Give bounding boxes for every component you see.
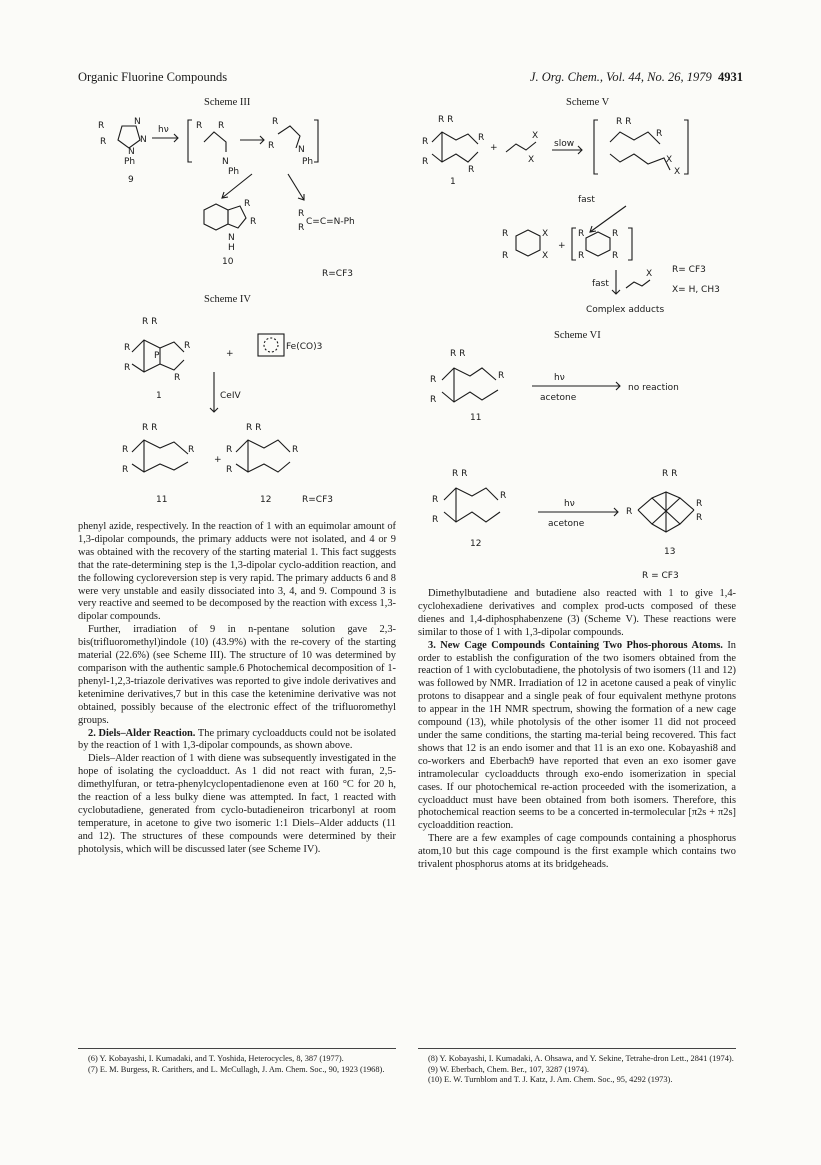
svg-text:P: P [154,351,160,361]
svg-text:R R: R R [142,423,158,433]
svg-text:R: R [612,251,619,261]
svg-text:R: R [696,499,703,509]
fast-step-label-2: fast [592,279,609,289]
svg-text:R: R [226,465,233,475]
svg-text:R R: R R [452,469,468,479]
svg-text:R: R [422,137,429,147]
left-paragraph-3 [78,728,396,754]
svg-text:R R: R R [438,115,454,125]
svg-text:R R: R R [246,423,262,433]
compound-label-11: 11 [156,495,168,505]
compound-label-12: 12 [260,495,272,505]
footnote-7: (7) E. M. Burgess, R. Carithers, and L. McCullagh, J. Am. Chem. Soc., 90, 1923 (1968). [88,1064,385,1074]
svg-text:R: R [500,491,507,501]
svg-text:Ph: Ph [228,167,240,177]
svg-text:R: R [430,395,437,405]
svg-text:+: + [226,349,234,359]
svg-text:R: R [498,371,505,381]
section-heading-3: 3. New Cage Compounds Containing Two Phos-phorous Atoms. [428,639,723,651]
right-paragraph-2-text: In order to establish the configuration of the two isomers obtained from the reaction of 1 with cyclobutadiene, the photolysis of two isomers (11 and 12) was followed by NMR. Irradiation of 12 in acetone caused a peak of vinylic protons to disappear and a single peak of four equivalent methyne protons to appear in the 1H NMR spectrum, showing the formation of a new cage compound (13), while photolysis of the other isomer 11 did not proceed under the same conditions, the starting ma-terial being recovered. This fact shows that 12 is an endo isomer and that 11 is an exo one. Kobayashi8 and co-workers and Eberbach9 have reported that even an exo isomer gave intramolecular cycloadducts through exo-endo isomerization in special cases. If our photochemical re-action proceeded with the isomerization, a cycloadduct must have been obtained from both isomers. Therefore, this photochemical reaction seems to be a concerted in-termolecular [π2s + π2s] cycloaddition reaction. [418,639,736,832]
svg-text:R: R [578,251,585,261]
page-number: 4931 [718,70,743,84]
scheme-vi-title: Scheme VI [554,330,601,341]
solvent-label-1: acetone [540,393,577,403]
svg-text:N: N [140,135,147,145]
scheme-vi-figure [420,346,730,582]
footnote-rule-left [78,1048,396,1049]
no-reaction-label: no reaction [628,383,679,393]
svg-text:R: R [432,515,439,525]
svg-text:R: R [578,229,585,239]
footnote-10: (10) E. W. Turnblom and T. J. Katz, J. Am. Chem. Soc., 95, 4292 (1973). [428,1075,673,1084]
svg-text:R: R [244,199,251,209]
left-paragraph-1: phenyl azide, respectively. In the reaction of 1 with an equimolar amount of 1,3-dipolar compounds, the primary adducts were not isolated, and 4 or 9 was obtained with the recovery of the starting material 1. This fact suggests that the rate-determining step is the 1,3-dipolar cyclo-addition reaction, and the following cycloreversion step is very rapid. The primary adducts 6 and 8 were very unstable and easily dissociated into 3, 4, and 9. Compound 3 is very reactive and seemed to be decomposed by the reaction with excess 1,3-dipolar compounds. [78,521,396,623]
svg-text:N: N [134,117,141,127]
svg-text:X: X [542,229,549,239]
left-column [78,521,396,857]
ketenimine-formula: C=C=N-Ph [306,217,355,227]
svg-text:R: R [124,343,131,353]
svg-text:R: R [122,465,129,475]
svg-text:R: R [430,375,437,385]
footnote-9: (9) W. Eberbach, Chem. Ber., 107, 3287 (1974). [428,1064,589,1074]
irradiation-label-2: hν [564,499,575,509]
svg-text:R: R [98,121,105,131]
svg-text:R: R [422,157,429,167]
compound-label-11-scheme-vi: 11 [470,413,482,423]
journal-citation: J. Org. Chem., Vol. 44, No. 26, 1979 [529,70,712,84]
svg-text:R: R [226,445,233,455]
right-column [418,588,736,872]
scheme-v-title: Scheme V [566,97,610,108]
slow-step-label: slow [554,139,575,149]
svg-text:Ph: Ph [302,157,314,167]
svg-text:R: R [174,373,181,383]
svg-text:X: X [528,155,535,165]
scheme-iv-figure [118,312,378,512]
iron-tricarbonyl-label: Fe(CO)3 [286,342,323,352]
scheme-iii-title: Scheme III [204,97,251,108]
svg-text:R R: R R [142,317,158,327]
footnote-8: (8) Y. Kobayashi, I. Kumadaki, A. Ohsawa, and Y. Sekine, Tetrahe-dron Lett., 2841 (1974). [428,1054,734,1063]
running-header-left: Organic Fluorine Compounds [78,70,228,84]
right-paragraph-3: There are a few examples of cage compounds containing a phosphorus atom,10 but this cage compound is the first example which contains two trivalent phosphorus atoms at its bridgeheads. [418,833,736,871]
svg-text:R R: R R [662,469,678,479]
svg-text:+: + [214,455,222,465]
compound-label-12-scheme-vi: 12 [470,539,482,549]
svg-text:R: R [188,445,195,455]
svg-text:R: R [502,251,509,261]
irradiation-label-1: hν [554,373,565,383]
compound-label-13: 13 [664,547,676,557]
footnote-rule-right [418,1048,736,1049]
compound-label-10: 10 [222,257,234,267]
scheme-iii-r-definition: R=CF3 [322,269,353,279]
svg-text:R: R [184,341,191,351]
compound-label-1: 1 [156,391,162,401]
svg-text:R: R [218,121,225,131]
solvent-label-2: acetone [548,519,585,529]
svg-text:R: R [696,513,703,523]
scheme-iv-title: Scheme IV [204,294,251,305]
svg-text:R: R [122,445,129,455]
svg-text:+: + [490,143,498,153]
footnotes-right [418,1054,736,1086]
compound-label-1-scheme-v: 1 [450,177,456,187]
svg-text:R: R [502,229,509,239]
scheme-v-x-definition: X= H, CH3 [672,285,720,295]
left-paragraph-4: Diels–Alder reaction of 1 with diene was subsequently investigated in the hope of isolating the cycloadduct. As 1 did not react with furan, 2,5-dimethylfuran, or tetra-phenylcyclopentadienone even at 160 °C for 20 h, the reaction of a less bulky diene was attempted. In fact, 1 reacted with cyclobutadiene, generated from cyclo-butadieneiron tricarbonyl at room temperature, in acetone to give two isomeric 1:1 Diels–Alder adducts (11 and 12). The structures of these compounds were determined by their photolysis, which will be discussed later (see Scheme IV). [78,753,396,855]
compound-label-9: 9 [128,175,134,185]
svg-text:R R: R R [450,349,466,359]
svg-text:R: R [196,121,203,131]
svg-text:X: X [532,131,539,141]
right-paragraph-2 [418,640,736,834]
svg-text:R: R [268,141,275,151]
svg-text:R: R [272,117,279,127]
svg-text:hν: hν [158,125,169,135]
svg-text:R: R [292,445,299,455]
footnotes-left [78,1054,396,1075]
svg-text:N: N [222,157,229,167]
running-header-right [530,70,743,85]
right-paragraph-1: Dimethylbutadiene and butadiene also reacted with 1 to give 1,4-cyclohexadiene derivatives and complex prod-ucts composed of these dienes and 1,4-diphosphabenzene (3) (Scheme V). These reactions were similar to those of 1 with 1,3-dipolar compounds. [418,588,736,638]
svg-text:R: R [432,495,439,505]
left-paragraph-3-text: The primary cycloadducts could not be isolated by the reaction of 1 with 1,3-dipolar compounds, as shown above. [78,727,396,752]
svg-text:R: R [250,217,257,227]
svg-text:+: + [558,241,566,251]
svg-text:R: R [100,137,107,147]
scheme-v-r-definition: R= CF3 [672,265,706,275]
svg-text:H: H [228,243,235,253]
svg-text:R: R [124,363,131,373]
svg-text:R R: R R [616,117,632,127]
svg-text:X: X [542,251,549,261]
ceric-reagent-label: CeIV [220,391,241,401]
svg-text:X: X [666,155,673,165]
section-heading-2: 2. Diels–Alder Reaction. [88,727,196,739]
svg-text:X: X [646,269,653,279]
svg-text:Ph: Ph [124,157,136,167]
scheme-iv-r-definition: R=CF3 [302,495,333,505]
footnote-6: (6) Y. Kobayashi, I. Kumadaki, and T. Yoshida, Heterocycles, 8, 387 (1977). [88,1054,344,1063]
svg-text:R: R [468,165,475,175]
svg-text:N: N [128,147,135,157]
svg-text:R: R [298,209,305,219]
svg-text:N: N [228,233,235,243]
svg-text:R: R [478,133,485,143]
svg-text:N: N [298,145,305,155]
complex-adducts-label: Complex adducts [586,305,665,315]
scheme-iii-figure [92,112,392,282]
svg-text:R: R [612,229,619,239]
svg-text:R: R [626,507,633,517]
svg-text:X: X [674,167,681,177]
left-paragraph-2: Further, irradiation of 9 in n-pentane solution gave 2,3-bis(trifluoromethyl)indole (10) (43.9%) with the re-covery of the starting material (22.6%) (see Scheme III). The structure of 10 was determined by comparison with the authentic sample.6 Photochemical decomposition of 1-phenyl-1,2,3-triazole derivatives was reported to give indole derivatives and ketenimine derivatives,7 but in this case the ketenimine derivative was not obtained, possibly because of the electronic effect of the trifluoromethyl groups. [78,624,396,726]
scheme-v-figure [420,112,720,322]
scheme-vi-r-definition: R = CF3 [642,571,679,581]
svg-text:R: R [656,129,663,139]
fast-step-label-1: fast [578,195,595,205]
svg-text:R: R [298,223,305,233]
